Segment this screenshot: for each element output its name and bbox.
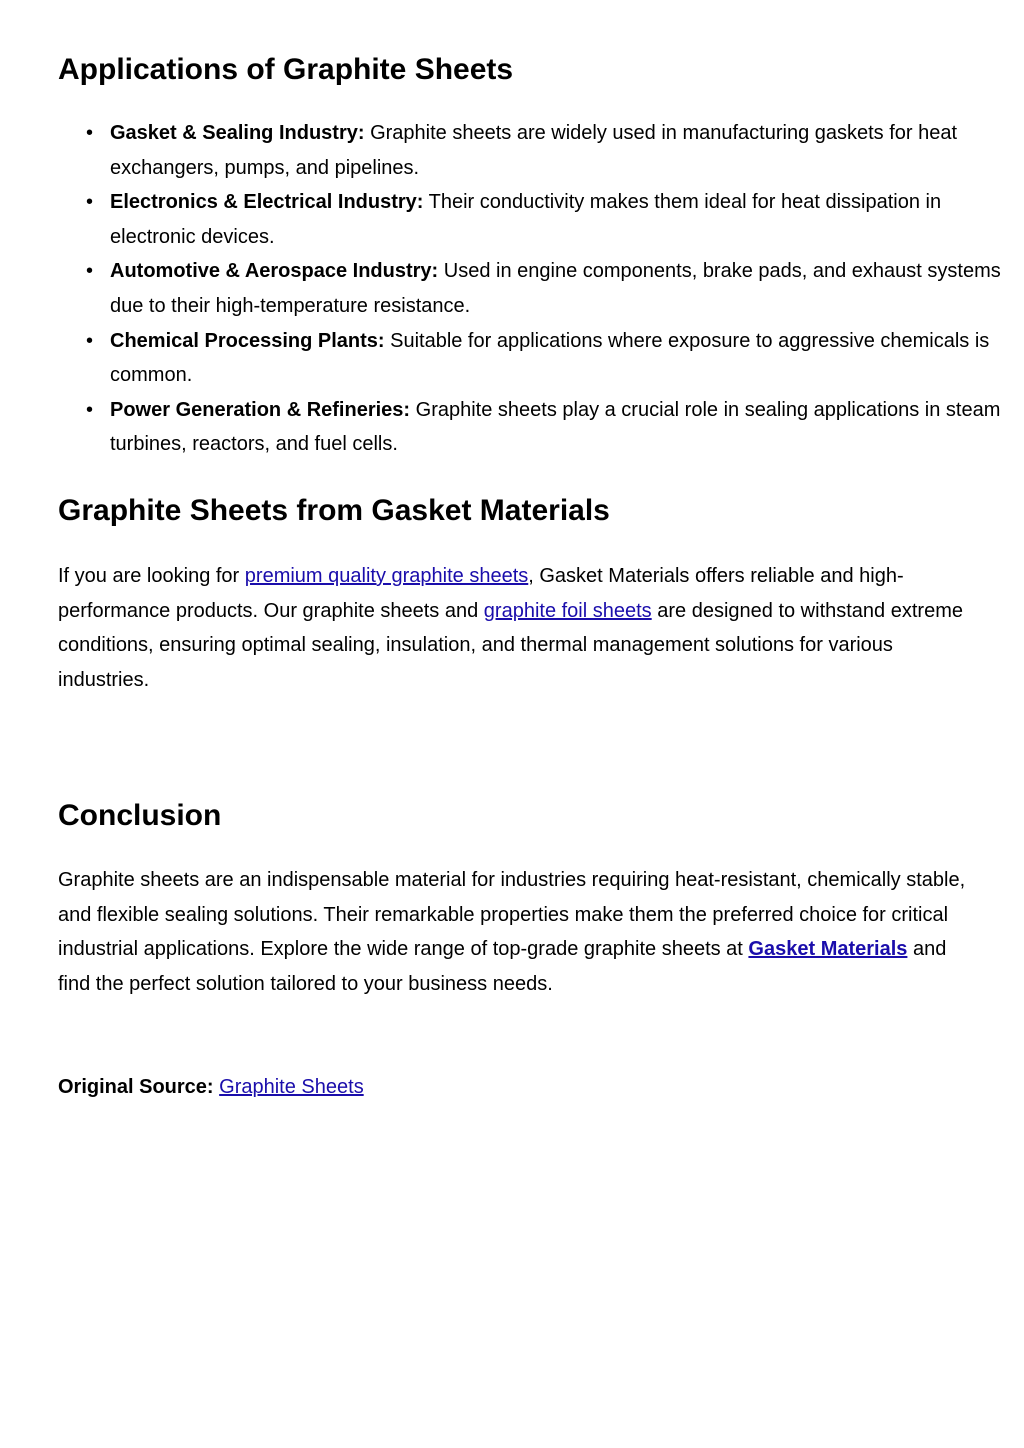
paragraph-text: If you are looking for	[58, 565, 245, 587]
applications-heading: Applications of Graphite Sheets	[58, 53, 514, 86]
applications-list	[58, 116, 1010, 462]
bullet-icon: •	[86, 398, 94, 421]
source-label: Original Source:	[58, 1076, 214, 1098]
list-item-text: Graphite sheets play a crucial role in sealing applications in steam turbines, reactors, and fuel cells.	[110, 398, 1001, 456]
conclusion-paragraph	[58, 863, 968, 1001]
list-item-title: Power Generation & Refineries:	[110, 398, 411, 421]
gasket-materials-paragraph	[58, 559, 968, 697]
conclusion-heading: Conclusion	[58, 799, 222, 832]
bullet-icon: •	[86, 260, 94, 283]
list-item	[86, 393, 1010, 462]
list-item-title: Chemical Processing Plants:	[110, 329, 385, 352]
paragraph-text: , Gasket Materials offers reliable and high-performance products. Our graphite sheets and	[58, 565, 904, 622]
bullet-icon: •	[86, 191, 94, 214]
paragraph-text: Graphite sheets are an indispensable material for industries requiring heat-resistant, chemically stable, and flexible sealing solutions. Their remarkable properties make them the preferred choice for critical industrial applications. Explore the wide range of top-grade graphite sheets at	[58, 869, 966, 961]
list-item-text: Graphite sheets are widely used in manufacturing gaskets for heat exchangers, pumps, and pipelines.	[110, 122, 958, 179]
list-item-text: Suitable for applications where exposure to aggressive chemicals is common.	[110, 329, 990, 387]
list-item-text: Their conductivity makes them ideal for heat dissipation in electronic devices.	[110, 191, 942, 248]
list-item-title: Automotive & Aerospace Industry:	[110, 260, 439, 283]
paragraph-text: and find the perfect solution tailored to your business needs.	[58, 938, 947, 995]
list-item-text: Used in engine components, brake pads, and exhaust systems due to their high-temperature resistance.	[110, 260, 1001, 317]
list-item	[86, 116, 1010, 185]
list-item-title: Electronics & Electrical Industry:	[110, 191, 424, 214]
bullet-icon: •	[86, 122, 94, 144]
graphite-foil-sheets-link[interactable]: graphite foil sheets	[483, 599, 652, 622]
premium-graphite-sheets-link[interactable]: premium quality graphite sheets	[244, 565, 529, 587]
original-source	[58, 1070, 968, 1105]
bullet-icon: •	[86, 329, 94, 352]
paragraph-text: are designed to withstand extreme conditions, ensuring optimal sealing, insulation, and thermal management solutions for various industries.	[58, 599, 963, 691]
graphite-sheets-source-link[interactable]: Graphite Sheets	[219, 1076, 364, 1098]
gasket-materials-heading: Graphite Sheets from Gasket Materials	[58, 494, 610, 527]
list-item	[86, 254, 1010, 323]
list-item-title: Gasket & Sealing Industry:	[110, 122, 365, 144]
list-item	[86, 185, 1010, 254]
gasket-materials-link[interactable]: Gasket Materials	[748, 938, 908, 961]
list-item	[86, 324, 1010, 393]
